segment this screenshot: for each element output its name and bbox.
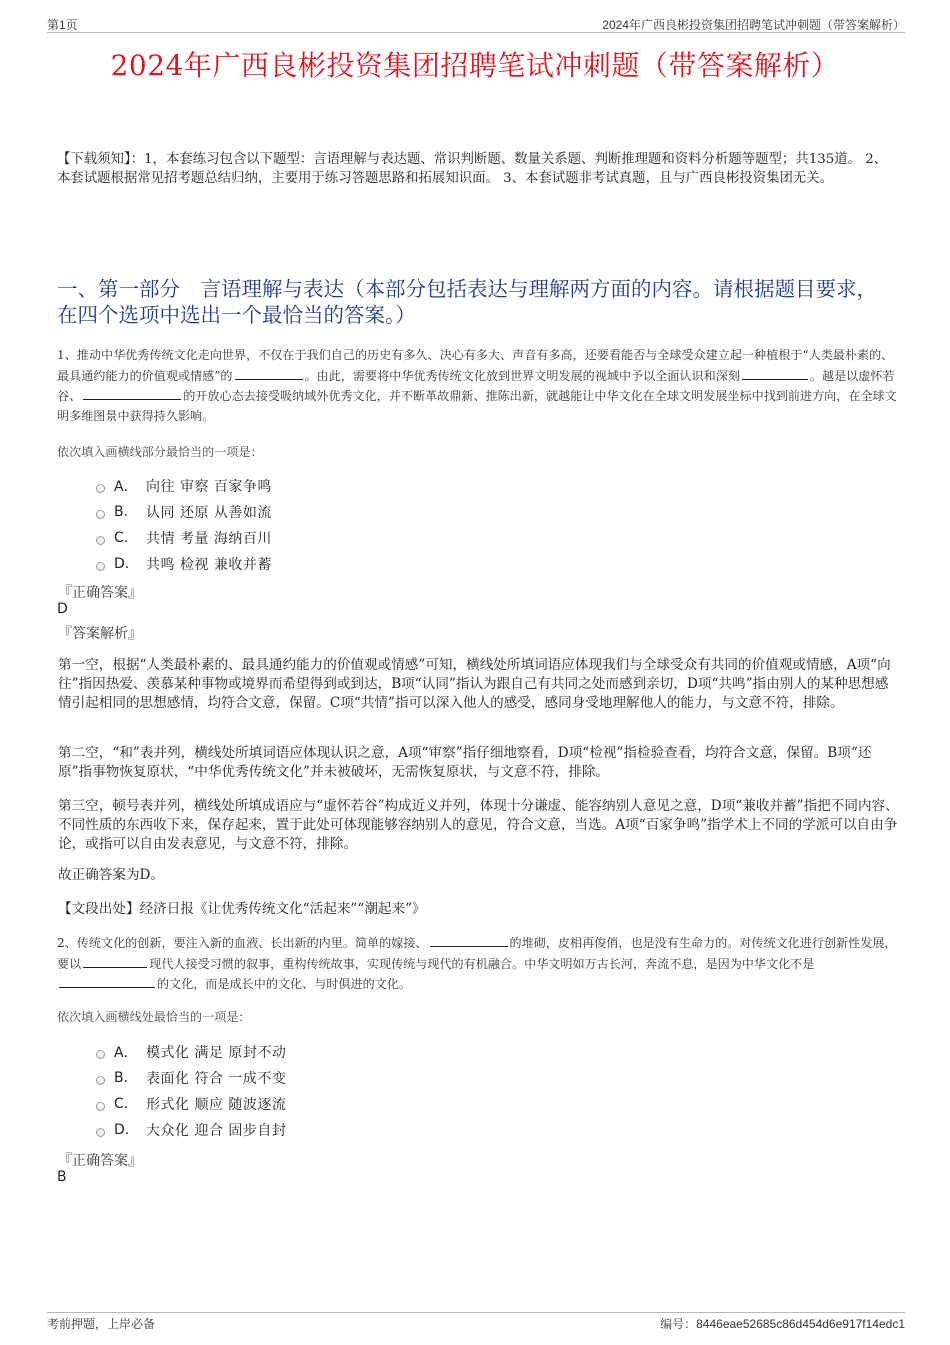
option-text: 认同 还原 从善如流 <box>146 505 272 521</box>
code-value: 8446eae52685c86d454d6e917f14edc1 <box>696 1317 905 1331</box>
option-letter: A． <box>114 479 138 495</box>
question-1-options <box>96 473 272 577</box>
analysis-conclusion: 故正确答案为D。 <box>58 867 165 883</box>
page-footer <box>47 1312 905 1331</box>
radio-button[interactable] <box>96 1102 105 1111</box>
fill-blank <box>83 954 147 968</box>
option-letter: B. <box>114 504 129 520</box>
option-text: 向往 审察 百家争鸣 <box>146 479 272 495</box>
fill-blank <box>59 974 155 988</box>
page-number: 第1页 <box>47 18 78 32</box>
question-1-stem <box>57 346 902 426</box>
stem-text: 的堆砌，皮相再俊俏，也是没有生命力的。对传统文化进行创新性发展，要以 <box>57 936 897 971</box>
option-text: 共情 考量 海纳百川 <box>146 531 272 547</box>
option-b[interactable] <box>96 499 272 525</box>
fill-blank <box>235 366 303 380</box>
radio-button[interactable] <box>96 1076 105 1085</box>
radio-button[interactable] <box>96 536 105 545</box>
option-text: 大众化 迎合 固步自封 <box>146 1123 287 1139</box>
question-2-stem <box>57 933 902 995</box>
radio-button[interactable] <box>96 510 105 519</box>
correct-answer: D <box>57 601 68 617</box>
section-heading: 一、第一部分 言语理解与表达（本部分包括表达与理解两方面的内容。请根据题目要求，在四个选项中选出一个最恰当的答案。） <box>57 277 877 327</box>
fill-blank <box>742 366 808 380</box>
option-c[interactable] <box>96 525 272 551</box>
document-title: 2024年广西良彬投资集团招聘笔试冲刺题（带答案解析） <box>110 49 840 82</box>
option-b[interactable] <box>96 1065 286 1091</box>
page-header <box>47 14 905 33</box>
option-text: 形式化 顺应 随波逐流 <box>146 1097 287 1113</box>
stem-text: 的开放心态去接受吸纳域外优秀文化，并不断革故鼎新、推陈出新，就越能让中华文化在全球文明发展坐标中找到前进方向，在全球文明多维图景中获得持久影响。 <box>57 389 897 423</box>
stem-text: 现代人接受习惯的叙事，重构传统故事，实现传统与现代的有机融合。中华文明如万古长河，奔流不息，是因为中华文化不是 <box>149 956 815 971</box>
radio-button[interactable] <box>96 562 105 571</box>
analysis-paragraph: 第一空，根据“人类最朴素的、最具通约能力的价值观或情感”可知，横线处所填词语应体现我们与全球受众有共同的价值观或情感，A项“向往”指因热爱、羡慕某种事物或境界而希望得到或到达，B项“认同”指认为跟自己有共同之处而感到亲切，D项“共鸣”指由别人的某种思想感情引起相同的思想感情，均符合文意，保留。C项“共情”指可以深入他人的感受，感同身受地理解他人的能力，与文意不符，排除。 <box>58 657 891 711</box>
analysis-paragraph: 第二空，“和”表并列，横线处所填词语应体现认识之意，A项“审察”指仔细地察看，D项“检视”指检验查看，均符合文意，保留。B项“还原”指事物恢复原状，“中华优秀传统文化”并未被破坏，无需恢复原状，与文意不符，排除。 <box>58 745 872 780</box>
question-2-options <box>96 1039 286 1143</box>
option-d[interactable] <box>96 1117 286 1143</box>
option-text: 模式化 满足 原封不动 <box>146 1045 287 1061</box>
option-text: 表面化 符合 一成不变 <box>146 1071 287 1087</box>
radio-button[interactable] <box>96 484 105 493</box>
option-c[interactable] <box>96 1091 286 1117</box>
document-code <box>660 1315 905 1332</box>
correct-answer-label: 『正确答案』 <box>58 585 142 601</box>
option-d[interactable] <box>96 551 272 577</box>
analysis-paragraph: 第三空，顿号表并列，横线处所填成语应与“虚怀若谷”构成近义并列，体现十分谦虚、能容纳别人意见之意，D项“兼收并蓄”指把不同内容、不同性质的东西收下来，保存起来，置于此处可体现能够容纳别人的意见，符合文意，当选。A项“百家争鸣”指学术上不同的学派可以自由争论，或指可以自由发表意见，与文意不符，排除。 <box>58 798 899 852</box>
option-letter: A． <box>114 1045 138 1061</box>
fill-blank <box>83 386 181 400</box>
correct-answer-label: 『正确答案』 <box>58 1153 142 1169</box>
option-a[interactable] <box>96 1039 286 1065</box>
question-2-prompt: 依次填入画横线处最恰当的一项是： <box>57 1010 251 1024</box>
analysis-label: 『答案解析』 <box>58 626 142 642</box>
radio-button[interactable] <box>96 1050 105 1059</box>
radio-button[interactable] <box>96 1128 105 1137</box>
option-letter: D. <box>114 556 130 572</box>
footer-slogan: 考前押题，上岸必备 <box>47 1317 156 1331</box>
question-1-prompt: 依次填入画横线部分最恰当的一项是： <box>57 445 263 459</box>
code-label: 编号： <box>660 1317 697 1331</box>
stem-text: 的文化，而是成长中的文化、与时俱进的文化。 <box>157 977 411 991</box>
stem-text: 。越是以虚怀若谷、 <box>57 368 895 403</box>
option-a[interactable] <box>96 473 272 499</box>
stem-text: 1、推动中华优秀传统文化走向世界，不仅在于我们自己的历史有多久、决心有多大、声音有多高，还要看能否与全球受众建立起一种植根于“人类最朴素的、最具通约能力的价值观或情感”的 <box>57 348 894 383</box>
correct-answer: B <box>57 1169 67 1185</box>
option-letter: D. <box>114 1122 130 1138</box>
stem-text: 2、传统文化的创新，要注入新的血液、长出新的内里。简单的嫁接、 <box>57 936 428 950</box>
source-citation: 【文段出处】经济日报《让优秀传统文化“活起来”“潮起来”》 <box>58 901 426 917</box>
download-notice: 【下载须知】：1，本套练习包含以下题型：言语理解与表达题、常识判断题、数量关系题、判断推理题和资料分析题等题型；共135道。 2、本套试题根据常见招考题总结归纳，主要用于练习答题思路和拓展知识面。 3、本套试题非考试真题，且与广西良彬投资集团无关。 <box>57 152 888 186</box>
stem-text: 。由此，需要将中华优秀传统文化放到世界文明发展的视域中予以全面认识和深刻 <box>304 368 740 383</box>
option-text: 共鸣 检视 兼收并蓄 <box>146 557 272 573</box>
fill-blank <box>430 933 508 947</box>
option-letter: C. <box>114 530 129 546</box>
header-doc-name: 2024年广西良彬投资集团招聘笔试冲刺题（带答案解析） <box>602 18 905 32</box>
option-letter: C. <box>114 1096 129 1112</box>
option-letter: B. <box>114 1070 129 1086</box>
